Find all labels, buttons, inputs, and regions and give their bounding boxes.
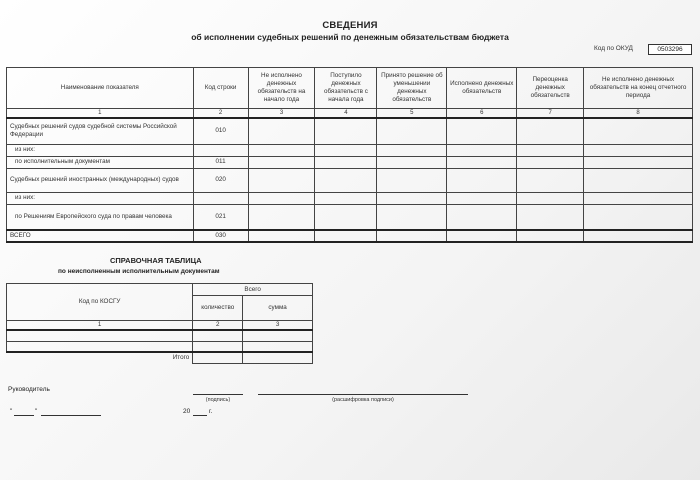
table-row (7, 341, 313, 352)
okud-label: Код по ОКУД (594, 45, 633, 52)
value-cell[interactable] (517, 168, 584, 192)
value-cell[interactable] (584, 230, 693, 242)
value-cell[interactable] (248, 118, 315, 144)
value-cell[interactable] (193, 352, 243, 363)
value-cell[interactable] (315, 230, 377, 242)
col-header: Код строки (193, 68, 248, 109)
signature-decode-caption: (расшифровка подписи) (332, 397, 394, 403)
value-cell[interactable] (447, 204, 517, 230)
column-number: 3 (243, 321, 313, 331)
column-number: 2 (193, 321, 243, 331)
column-number-row (7, 321, 313, 331)
table-row (7, 204, 693, 230)
value-cell[interactable] (377, 230, 447, 242)
total-label: Итого (7, 352, 193, 363)
head-label: Руководитель (8, 386, 50, 393)
table-row (7, 192, 693, 204)
col-header: Не исполнено денежных обязательств на начало года (248, 68, 315, 109)
row-code: 011 (193, 156, 248, 168)
col-header-kosgu: Код по КОСГУ (7, 284, 193, 321)
column-number: 8 (584, 109, 693, 119)
value-cell[interactable] (193, 330, 243, 341)
col-header: Поступило денежных обязательств с начала года (315, 68, 377, 109)
value-cell[interactable] (248, 144, 315, 156)
col-header-qty: количество (193, 296, 243, 321)
value-cell[interactable] (377, 144, 447, 156)
row-label: по исполнительным документам (7, 156, 194, 168)
value-cell[interactable] (7, 330, 193, 341)
signature-field[interactable] (193, 394, 243, 395)
value-cell[interactable] (517, 144, 584, 156)
column-number: 3 (248, 109, 315, 119)
value-cell[interactable] (584, 144, 693, 156)
row-label: Судебных решений судов судебной системы Российской Федерации (7, 118, 194, 144)
value-cell[interactable] (517, 118, 584, 144)
column-number: 2 (193, 109, 248, 119)
table-row-total (7, 230, 693, 242)
value-cell[interactable] (377, 168, 447, 192)
col-header: Наименование показателя (7, 68, 194, 109)
reference-table-title: СПРАВОЧНАЯ ТАБЛИЦА (110, 256, 202, 265)
column-number-row (7, 109, 693, 119)
table-row (7, 118, 693, 144)
value-cell[interactable] (377, 156, 447, 168)
value-cell[interactable] (584, 156, 693, 168)
value-cell[interactable] (584, 168, 693, 192)
signature-decode-field[interactable] (258, 394, 468, 395)
value-cell[interactable] (248, 192, 315, 204)
value-cell[interactable] (517, 204, 584, 230)
value-cell[interactable] (447, 230, 517, 242)
col-header: Принято решение об уменьшении денежных обязательств (377, 68, 447, 109)
value-cell[interactable] (447, 192, 517, 204)
value-cell[interactable] (377, 118, 447, 144)
value-cell[interactable] (315, 144, 377, 156)
row-code: 021 (193, 204, 248, 230)
column-number: 1 (7, 109, 194, 119)
value-cell[interactable] (193, 341, 243, 352)
value-cell[interactable] (243, 341, 313, 352)
col-header-sum: сумма (243, 296, 313, 321)
value-cell[interactable] (7, 341, 193, 352)
signature-caption: (подпись) (205, 397, 231, 403)
value-cell[interactable] (377, 204, 447, 230)
value-cell[interactable] (447, 144, 517, 156)
col-header: Не исполнено денежных обязательств на конец отчетного периода (584, 68, 693, 109)
form-subtitle: об исполнении судебных решений по денежным обязательствам бюджета (191, 32, 509, 42)
value-cell[interactable] (248, 230, 315, 242)
table-row (7, 156, 693, 168)
value-cell[interactable] (517, 230, 584, 242)
row-code (193, 144, 248, 156)
value-cell[interactable] (315, 118, 377, 144)
value-cell[interactable] (248, 168, 315, 192)
value-cell[interactable] (584, 192, 693, 204)
value-cell[interactable] (315, 168, 377, 192)
year-suffix: г. (209, 408, 213, 415)
row-label: по Решениям Европейского суда по правам человека (7, 204, 194, 230)
table-row (7, 168, 693, 192)
col-header: Переоценка денежных обязательств (517, 68, 584, 109)
value-cell[interactable] (248, 204, 315, 230)
value-cell[interactable] (517, 192, 584, 204)
year-prefix: 20 (183, 408, 191, 415)
value-cell[interactable] (377, 192, 447, 204)
col-header: Исполнено денежных обязательств (447, 68, 517, 109)
column-number: 7 (517, 109, 584, 119)
value-cell[interactable] (447, 156, 517, 168)
row-code (193, 192, 248, 204)
col-header-all: Всего (193, 284, 313, 296)
table-row (7, 330, 313, 341)
value-cell[interactable] (517, 156, 584, 168)
value-cell[interactable] (243, 330, 313, 341)
date-month-field[interactable] (41, 415, 101, 416)
column-number: 6 (447, 109, 517, 119)
table-row-total (7, 352, 313, 363)
row-code: 010 (193, 118, 248, 144)
value-cell[interactable] (584, 204, 693, 230)
value-cell[interactable] (248, 156, 315, 168)
reference-table-subtitle: по неисполненным исполнительным документам (58, 268, 220, 275)
row-label: из них: (7, 144, 194, 156)
main-table-header (7, 68, 693, 109)
value-cell[interactable] (315, 156, 377, 168)
date-year-field[interactable] (193, 415, 207, 416)
row-label: Судебных решений иностранных (международных) судов (7, 168, 194, 192)
row-code: 020 (193, 168, 248, 192)
value-cell[interactable] (315, 204, 377, 230)
table-row (7, 144, 693, 156)
column-number: 1 (7, 321, 193, 331)
value-cell[interactable] (447, 118, 517, 144)
value-cell[interactable] (447, 168, 517, 192)
column-number: 5 (377, 109, 447, 119)
date-day-field[interactable] (14, 415, 34, 416)
main-table (6, 67, 693, 243)
value-cell[interactable] (315, 192, 377, 204)
row-label: ВСЕГО (7, 230, 194, 242)
value-cell[interactable] (584, 118, 693, 144)
form-title: СВЕДЕНИЯ (322, 20, 378, 31)
column-number: 4 (315, 109, 377, 119)
row-code: 030 (193, 230, 248, 242)
reference-table (6, 283, 313, 364)
value-cell[interactable] (243, 352, 313, 363)
date-quote-close: " (35, 408, 38, 415)
date-quote-open: " (10, 408, 13, 415)
okud-code-field[interactable]: 0503296 (648, 44, 692, 55)
row-label: из них: (7, 192, 194, 204)
